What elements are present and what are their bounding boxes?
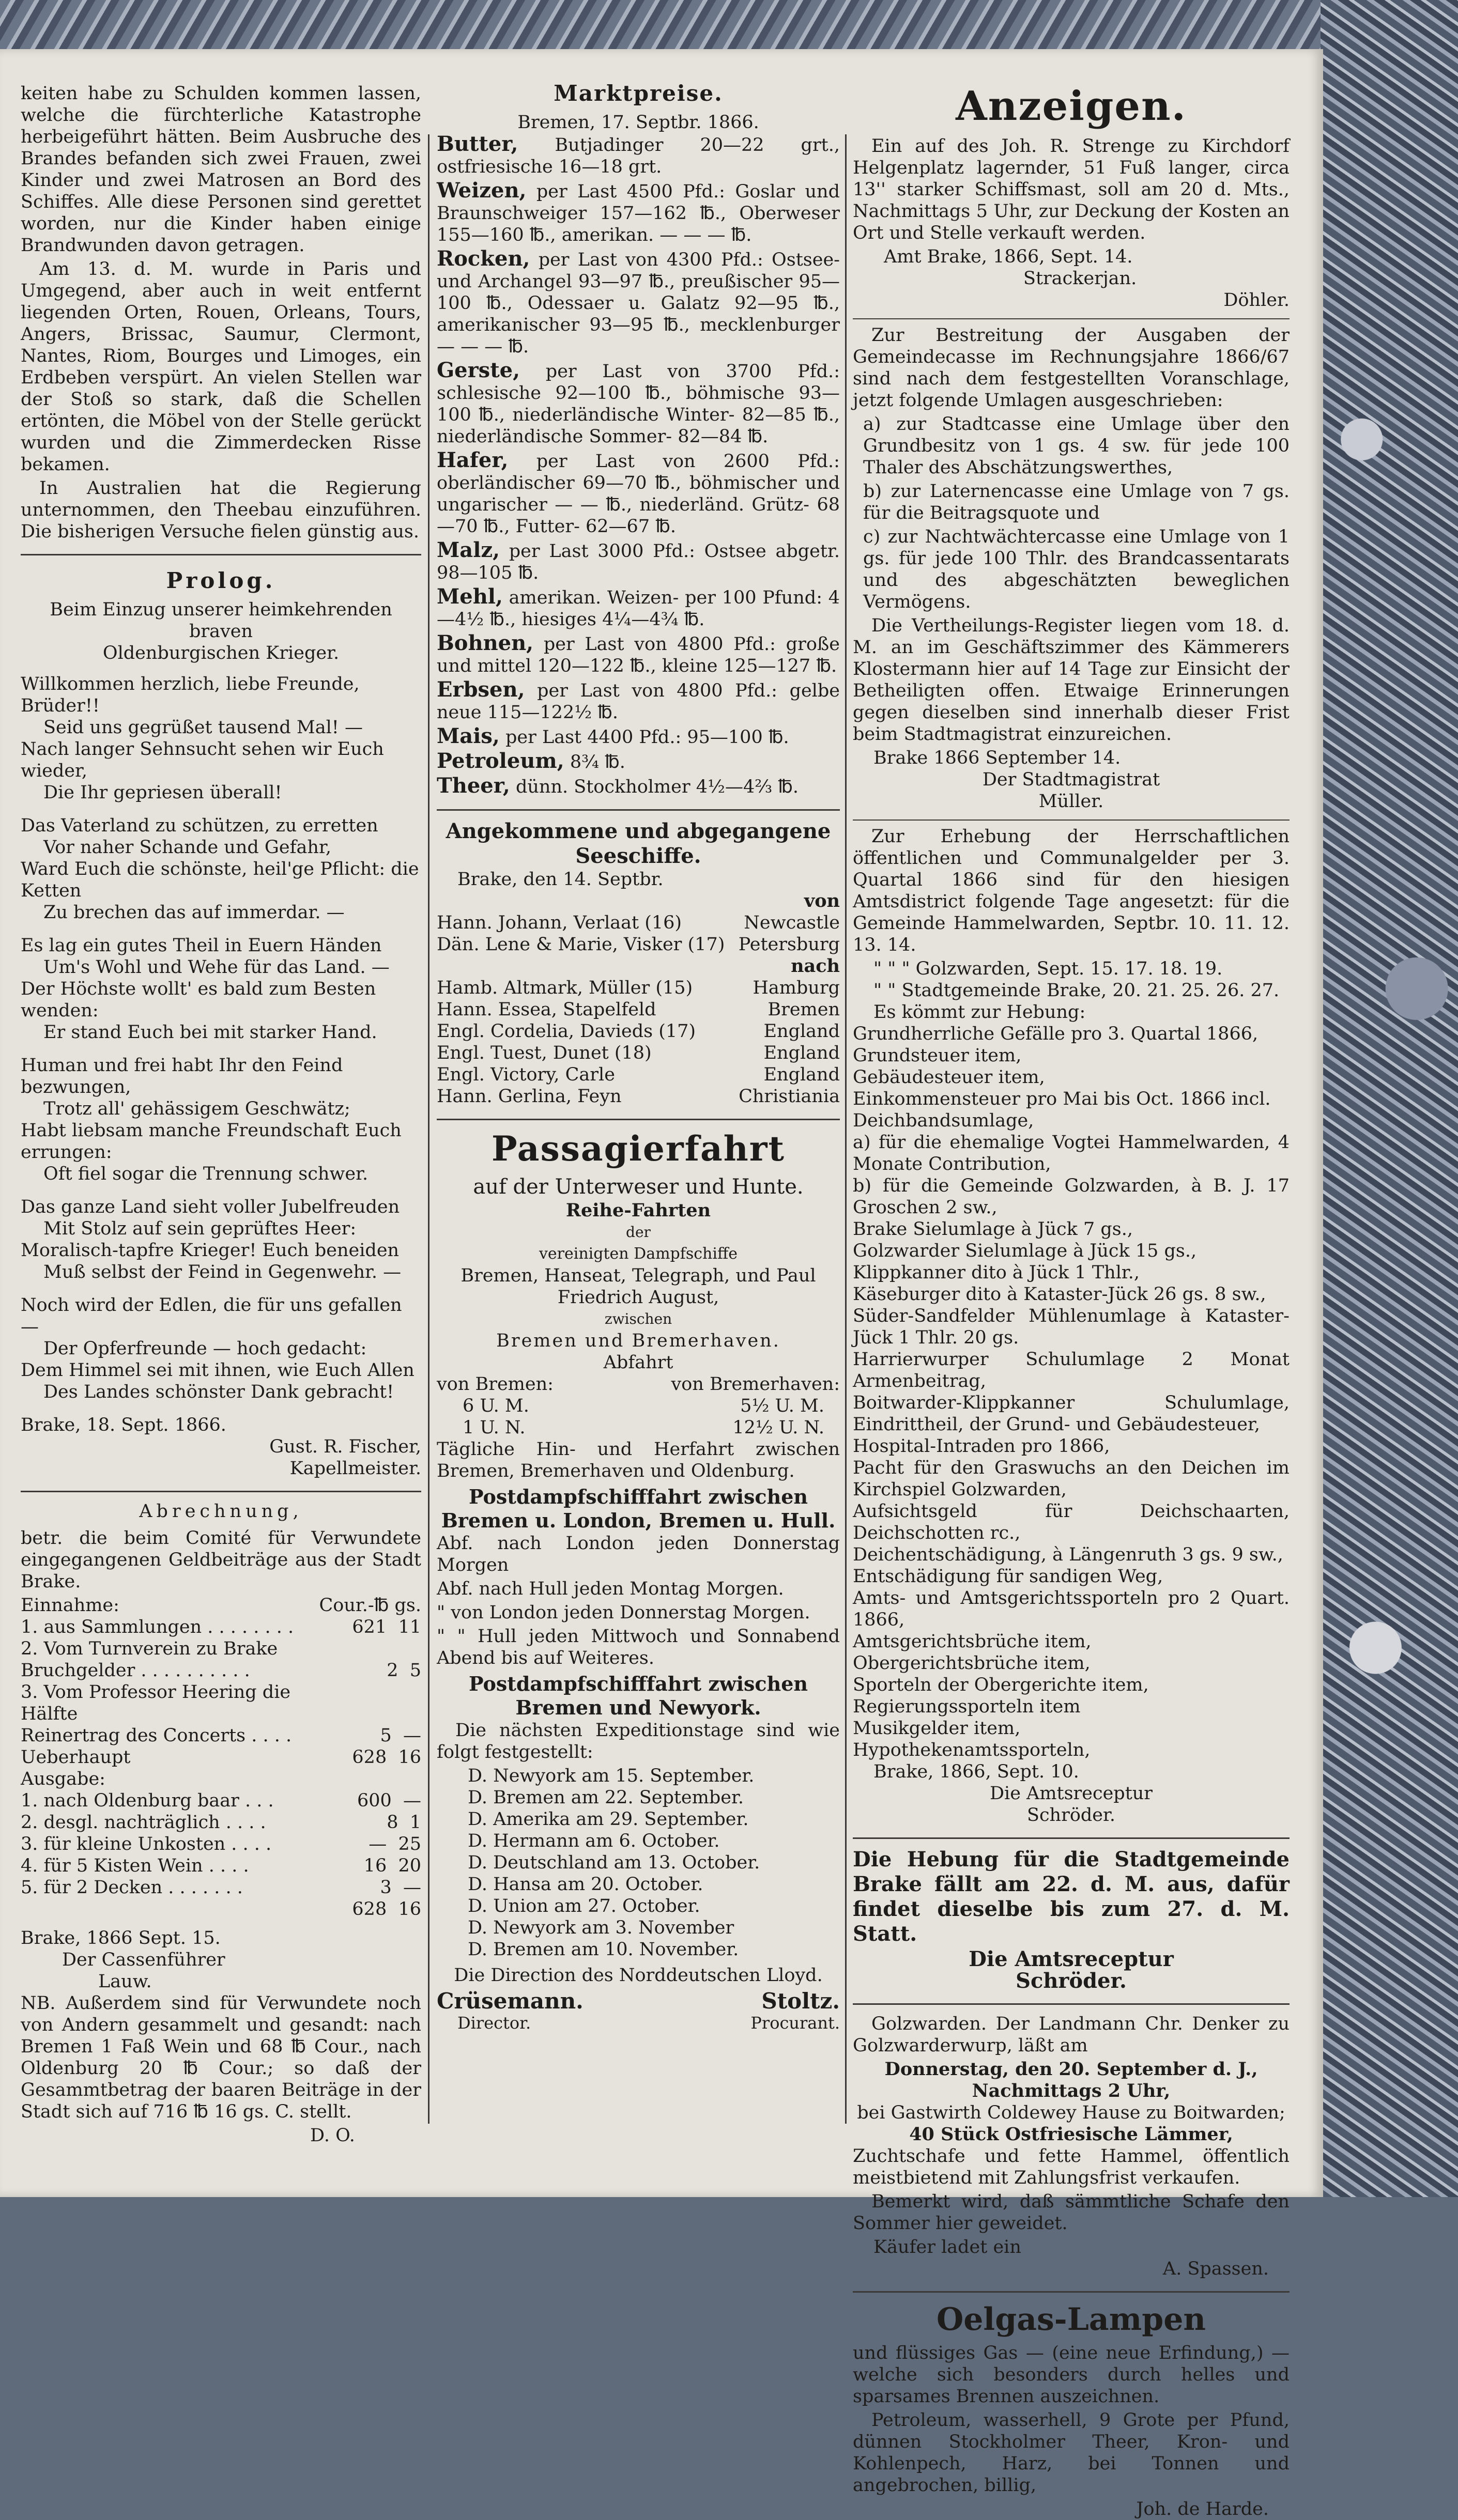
ship-row [437,977,840,999]
ad2-body: Die Vertheilungs-Register liegen vom 18. d. M. an im Geschäftszimmer des Kämmerers Klostermann hier auf 14 Tage zur Einsicht der Betheiligten offen. Etwaige Erinnerungen gegen dieselben sind innerhalb dieser Frist beim Stadtmagistrat einzureichen. [853,615,1290,745]
ships-from-label: von [804,890,840,911]
expense-row-value: 628 16 [352,1899,421,1920]
commodity-prices: per Last 3000 Pfd.: Ostsee abgetr. 98—105 ℔. [437,541,840,583]
pf-zwischen: zwischen [604,1310,672,1327]
market-price-items [437,133,840,798]
ad-divider [853,2291,1290,2293]
verse-line: Das Vaterland zu schützen, zu erretten [21,815,378,836]
commodity-name: Butter, [437,132,518,156]
abrechnung-income-header [21,1595,421,1616]
income-row [21,1681,421,1725]
ad3-item: Käseburger dito à Kataster-Jück 26 gs. 8 sw., [853,1284,1266,1305]
market-price-item [437,539,840,584]
news-paragraph-3: In Australien hat die Regierung unternommen, den Theebau einzuführen. Die bisherigen Versuche fielen günstig aus. [21,478,421,542]
verse-line: Mit Stolz auf sein geprüftes Heer: [43,1218,357,1239]
expense-row-value: 600 — [357,1790,421,1811]
abrechnung-date: Brake, 1866 Sept. 15. [21,1928,221,1949]
ship-row [437,1086,840,1107]
ad1-office: Amt Brake, 1866, Sept. 14. [884,246,1133,267]
ad3-item: Brake Sielumlage à Jück 7 gs., [853,1219,1133,1240]
postdampf-line: " " Hull jeden Mittwoch und Sonnabend Abend bis auf Weiteres. [437,1626,840,1668]
expense-row-label: 1. nach Oldenburg baar . . . [21,1790,274,1811]
commodity-name: Bohnen, [437,631,534,655]
commodity-prices: per Last von 2600 Pfd.: oberländischer 69—70 ℔., böhmischer und ungarischer — — ℔., niederländ. Grütz- 68—70 ℔., Futter- 62—67 ℔. [437,451,840,537]
verse-line: Habt liebsam manche Freundschaft Euch errungen: [21,1120,402,1163]
expense-row [21,1790,421,1812]
ad3-item: Harrierwurper Schulumlage 2 Monat Armenbeitrag, [853,1349,1290,1392]
expense-row-label: 2. desgl. nachträglich . . . . [21,1812,266,1833]
ad-divider [853,2003,1290,2005]
ad3-line-3: " " Stadtgemeinde Brake, 20. 21. 25. 26. 27. [873,980,1280,1001]
expense-row [21,1812,421,1833]
ad3-item: Regierungssporteln item [853,1696,1081,1717]
ad1-sig-1: Strackerjan. [1023,268,1137,289]
ship-name: Hann. Essea, Stapelfeld [437,999,656,1020]
ad5-lots: 40 Stück Ostfriesische Lämmer, [909,2124,1233,2145]
ad3-intro: Zur Erhebung der Herrschaftlichen öffentlichen und Communalgelder per 3. Quartal 1866 sind für den hiesigen Amtsdistrict folgende Tage angesetzt: für die Gemeinde Hammelwarden, Septbr. 10. 11. 12. 13. 14. [853,826,1290,955]
schedule-entry: D. Newyork am 3. November [468,1918,734,1938]
verse-line: Vor naher Schande und Gefahr, [43,837,331,858]
lloyd-signatures [437,1990,840,2012]
expense-row-value: 3 — [380,1877,421,1898]
prolog-author: Gust. R. Fischer, [269,1436,421,1457]
oelgas-sig: Joh. de Harde. [1136,2499,1269,2519]
ship-row [437,1021,840,1042]
postdampf-london-lines [437,1533,840,1669]
expense-row [21,1855,421,1877]
ship-place: Petersburg [738,934,840,955]
expense-row-value: 16 20 [363,1856,421,1876]
verse-line: Seid uns gegrüßet tausend Mal! — [43,717,363,738]
ad5-invite: Käufer ladet ein [873,2237,1021,2258]
ad-divider [853,1837,1290,1839]
ad3-item: Süder-Sandfelder Mühlenumlage à Kataster-Jück 1 Thlr. 20 gs. [853,1306,1290,1348]
ad-divider [853,820,1290,821]
prolog-stanza [21,673,421,803]
commodity-prices: amerikan. Weizen- per 100 Pfund: 4—4½ ℔., hiesiges 4¼—4¾ ℔. [437,588,840,630]
ship-place: Bremen [768,999,840,1020]
commodity-prices: per Last von 3700 Pfd.: schlesische 92—100 ℔., böhmische 93—100 ℔., niederländische Winter- 82—85 ℔., niederländische Sommer- 82—84 ℔. [437,361,840,447]
expense-row-label: 3. für kleine Unkosten . . . . [21,1834,272,1854]
income-row [21,1660,421,1681]
ad3-item: Boitwarder-Klippkanner Schulumlage, Eindrittheil, der Grund- und Gebäudesteuer, [853,1393,1290,1435]
ad3-item: Musikgelder item, [853,1718,1021,1739]
verse-line: Nach langer Sehnsucht sehen wir Euch wieder, [21,739,384,781]
verse-line: Willkommen herzlich, liebe Freunde, Brüder!! [21,674,360,716]
commodity-prices: per Last von 4300 Pfd.: Ostsee- und Archangel 93—97 ℔., preußischer 95—100 ℔., Odessaer u. Galatz 92—95 ℔., amerikanischer 93—95 ℔., mecklenburger — — — ℔. [437,250,840,357]
ad3-item: b) für die Gemeinde Golzwarden, à B. J. 17 Groschen 2 sw., [853,1176,1290,1218]
income-row [21,1725,421,1746]
market-price-item [437,133,840,178]
verse-line: Muß selbst der Feind in Gegenwehr. — [43,1262,402,1282]
ad3-item: Sporteln der Obergerichte item, [853,1675,1149,1695]
prolog-subtitle-2: Oldenburgischen Krieger. [102,643,340,663]
ship-row [437,934,840,955]
ad3-item: a) für die ehemalige Vogtei Hammelwarden, 4 Monate Contribution, [853,1132,1290,1174]
pf-abfahrt: Abfahrt [603,1352,673,1373]
passagierfahrt-title: Passagierfahrt [491,1128,786,1169]
verse-line: Oft fiel sogar die Trennung schwer. [43,1164,369,1184]
postdampf-line: Abf. nach Hull jeden Montag Morgen. [437,1579,784,1599]
abrechnung-signer-2: Lauw. [98,1971,152,1992]
reihe-fahrten: Reihe-Fahrten [565,1200,711,1221]
ship-name: Dän. Lene & Marie, Visker (17) [437,934,725,955]
ships-to-label: nach [791,955,840,977]
ad3-item: Hypothekenamtssporteln, [853,1740,1091,1760]
expense-row-value: — 25 [369,1834,421,1854]
pf-from-bremerhaven: von Bremerhaven: [671,1374,840,1395]
ad5-sig: A. Spassen. [1162,2259,1269,2279]
prolog-stanzas [21,673,421,1403]
market-price-item [437,775,840,798]
commodity-name: Mais, [437,724,500,748]
income-row-label: Ueberhaupt [21,1747,131,1768]
page-top-edge [0,0,1458,57]
role-director: Director. [457,2013,531,2033]
ad3-item: Einkommensteuer pro Mai bis Oct. 1866 incl. [853,1089,1271,1109]
ad5-desc: Zuchtschafe und fette Hammel, öffentlich meistbietend mit Zahlungsfrist verkaufen. [853,2146,1290,2188]
market-price-item [437,360,840,447]
abrechnung-signer-1: Der Cassenführer [62,1950,225,1970]
ship-name: Engl. Victory, Carle [437,1064,615,1085]
income-unit: Cour.-℔ gs. [319,1595,421,1616]
verse-line: Es lag ein gutes Theil in Euern Händen [21,935,382,956]
section-divider [437,809,840,811]
market-price-item [437,679,840,723]
ad3-date: Brake, 1866, Sept. 10. [873,1761,1079,1782]
time-bremerhaven: 5½ U. M. [740,1396,824,1416]
schedule-entry: D. Bremen am 10. November. [468,1939,739,1960]
commodity-name: Rocken, [437,246,530,271]
market-price-item [437,248,840,358]
column-rule-2 [845,134,847,2124]
market-price-item [437,632,840,677]
passagierfahrt-subtitle: auf der Unterweser und Hunte. [473,1175,804,1199]
market-prices-title: Marktpreise. [554,81,723,106]
commodity-name: Petroleum, [437,749,564,773]
postdampf-line: Abf. nach London jeden Donnerstag Morgen [437,1533,840,1575]
ad5-place: bei Gastwirth Coldewey Hause zu Boitwarden; [857,2102,1285,2123]
pf-timetable [437,1395,840,1439]
oelgas-body-2: Petroleum, wasserhell, 9 Grote per Pfund, dünnen Stockholmer Theer, Kron- und Kohlenpech, Harz, bei Tonnen und angebrochen, billig, [853,2410,1290,2496]
income-row-value [339,1681,421,1725]
ad3-item: Hospital-Intraden pro 1866, [853,1436,1110,1457]
signature-cruesemann: Crüsemann. [437,1988,584,2014]
verse-line: Moralisch-tapfre Krieger! Euch beneiden [21,1240,400,1261]
ship-name: Hamb. Altmark, Müller (15) [437,978,693,998]
news-paragraph-1: keiten habe zu Schulden kommen lassen, welche die fürchterliche Katastrophe herbeigeführt hätten. Beim Ausbruche des Brandes befanden sich zwei Frauen, zwei Kinder und zwei Matrosen an Bord des Schiffes. Alle diese Personen sind gerettet worden, nur die Kinder haben einige Brandwunden davon getragen. [21,83,421,256]
ad3-item: Pacht für den Graswuchs an den Deichen im Kirchspiel Golzwarden, [853,1458,1290,1500]
verse-line: Er stand Euch bei mit starker Hand. [43,1022,377,1043]
ad3-line-2: " " " Golzwarden, Sept. 15. 17. 18. 19. [873,958,1223,979]
commodity-prices: per Last von 4800 Pfd.: große und mittel 120—122 ℔., kleine 125—127 ℔. [437,634,840,676]
ships-title: Angekommene und abgegangene Seeschiffe. [446,819,831,868]
income-row-value: 2 5 [387,1660,421,1681]
lloyd-roles [437,2012,840,2034]
ship-row [437,1064,840,1086]
time-bremen: 6 U. M. [463,1396,529,1416]
verse-line: Trotz all' gehässigem Geschwätz; [43,1099,350,1119]
commodity-prices: per Last von 4800 Pfd.: gelbe neue 115—122½ ℔. [437,681,840,723]
income-row-value [339,1638,421,1660]
role-procurant: Procurant. [750,2013,840,2033]
timetable-row [437,1417,840,1439]
ad3-item: Grundsteuer item, [853,1045,1022,1066]
commodity-name: Malz, [437,538,500,562]
income-items [21,1616,421,1768]
ad4-sig-2: Schröder. [1016,1969,1127,1993]
ship-place: Newcastle [744,913,840,933]
verse-line: Der Opferfreunde — hoch gedacht: [43,1338,367,1359]
expense-label: Ausgabe: [21,1769,105,1789]
postdampf-newyork-intro: Die nächsten Expeditionstage sind wie folgt festgestellt: [437,1720,840,1763]
income-row-label: Bruchgelder . . . . . . . . . . [21,1660,250,1681]
abrechnung-intro: betr. die beim Comité für Verwundete eingegangenen Geldbeiträge aus der Stadt Brake. [21,1528,421,1592]
ad3-item: Golzwarder Sielumlage à Jück 15 gs., [853,1241,1197,1261]
ad5-note: Bemerkt wird, daß sämmtliche Schafe den Sommer hier geweidet. [853,2191,1290,2234]
expense-row-value: 8 1 [387,1812,421,1833]
ship-place: Christiania [739,1086,840,1107]
ad3-item: Klippkanner dito à Jück 1 Thlr., [853,1262,1140,1283]
column-rule-1 [428,134,429,2124]
ad2-sig-2: Müller. [1038,791,1104,812]
oelgas-body: und flüssiges Gas — (eine neue Erfindung,) — welche sich besonders durch helles und sparsames Brennen auszeichnen. [853,2343,1290,2407]
verse-line: Der Höchste wollt' es bald zum Besten wenden: [21,979,376,1021]
section-divider [21,554,421,555]
market-price-item [437,750,840,773]
anzeigen-title: Anzeigen. [956,83,1187,130]
ships-arrived-list [437,912,840,955]
prolog-stanza [21,815,421,923]
ship-name: Engl. Tuest, Dunet (18) [437,1043,652,1063]
verse-line: Um's Wohl und Wehe für das Land. — [43,957,390,978]
postdampf-london-title: Postdampfschifffahrt zwischen Bremen u. London, Bremen u. Hull. [441,1485,836,1532]
schedule-entry: D. Hermann am 6. October. [468,1831,720,1851]
ship-place: England [763,1064,840,1085]
income-row [21,1638,421,1660]
schedule-entry: D. Deutschland am 13. October. [468,1852,760,1873]
income-row-value: 628 16 [352,1747,421,1768]
ship-row [437,912,840,934]
prolog-stanza [21,1294,421,1403]
ship-row [437,1042,840,1064]
ad-divider [853,318,1290,319]
expense-items [21,1790,421,1920]
pf-daily: Tägliche Hin- und Herfahrt zwischen Bremen, Bremerhaven und Oldenburg. [437,1439,840,1481]
book-binding [1321,0,1458,2197]
expense-row-label: 4. für 5 Kisten Wein . . . . [21,1856,249,1876]
timetable-row [437,1395,840,1417]
market-price-item [437,725,840,748]
ad2-item: a) zur Stadtcasse eine Umlage über den Grundbesitz von 1 gs. 4 sw. für jede 100 Thaler des Abschätzungswerthes, [863,414,1290,478]
pf-der: der [626,1224,651,1241]
commodity-name: Hafer, [437,448,509,472]
oelgas-title: Oelgas-Lampen [936,2301,1206,2338]
market-price-item [437,586,840,630]
income-row-label: Reinertrag des Concerts . . . . [21,1725,292,1746]
schedule-entry: D. Amerika am 29. September. [468,1809,749,1830]
ad3-item: Obergerichtsbrüche item, [853,1653,1091,1674]
schedule-entry: D. Newyork am 15. September. [468,1766,755,1786]
ad3-item: Aufsichtsgeld für Deichschaarten, Deichschotten rc., [853,1501,1290,1543]
ad5-date: Donnerstag, den 20. September d. J., [884,2059,1258,2080]
ad2-intro: Zur Bestreitung der Ausgaben der Gemeindecasse im Rechnungsjahre 1866/67 sind nach dem festgestellten Voranschlage, jetzt folgende Umlagen ausgeschrieben: [853,325,1290,411]
verse-line: Des Landes schönster Dank gebracht! [43,1382,394,1402]
ship-place: England [763,1021,840,1042]
commodity-prices: dünn. Stockholmer 4½—4⅔ ℔. [515,777,799,797]
time-bremerhaven: 12½ U. N. [732,1417,824,1438]
expense-row-label: 5. für 2 Decken . . . . . . . [21,1877,243,1898]
verse-line: Zu brechen das auf immerdar. — [43,902,345,923]
commodity-prices: per Last 4500 Pfd.: Goslar und Braunschweiger 157—162 ℔., Oberweser 155—160 ℔., amerikan. — — — ℔. [437,181,840,245]
verse-line: Ward Euch die schönste, heil'ge Pflicht: die Ketten [21,859,419,901]
pf-from-bremen: von Bremen: [437,1374,554,1395]
prolog-stanza [21,1055,421,1185]
income-label: Einnahme: [21,1595,119,1616]
ad2-items [853,413,1290,613]
ad1-sig-2: Döhler. [1223,290,1290,311]
prolog-stanza [21,1196,421,1283]
lloyd-direction: Die Direction des Norddeutschen Lloyd. [454,1965,823,1986]
ad2-date: Brake 1866 September 14. [873,748,1121,768]
abrechnung-title: Abrechnung, [139,1501,303,1522]
commodity-prices: Butjadinger 20—22 grt., ostfriesische 16—18 grt. [437,135,840,177]
income-row [21,1746,421,1768]
schedule-entry: D. Union am 27. October. [468,1896,700,1916]
expense-row [21,1898,421,1920]
pf-ships: Bremen, Hanseat, Telegraph, und Paul Friedrich August, [461,1265,816,1308]
market-price-item [437,180,840,246]
expense-row [21,1877,421,1898]
ad3-item: Grundherrliche Gefälle pro 3. Quartal 1866, [853,1024,1259,1044]
pf-route: Bremen und Bremerhaven. [496,1331,780,1351]
ad3-item: Gebäudesteuer item, [853,1067,1045,1088]
commodity-name: Erbsen, [437,677,525,702]
commodity-name: Theer, [437,774,510,798]
column-3 [853,83,1290,2519]
ships-date: Brake, den 14. Septbr. [457,869,664,890]
verse-line: Noch wird der Edlen, die für uns gefallen — [21,1295,402,1337]
schedule-entry: D. Bremen am 22. September. [468,1787,744,1808]
income-row-label: 1. aus Sammlungen . . . . . . . . [21,1617,294,1637]
signature-stoltz: Stoltz. [761,1988,840,2014]
ship-name: Engl. Cordelia, Davieds (17) [437,1021,696,1042]
ad5-time: Nachmittags 2 Uhr, [972,2080,1171,2101]
prolog-title: Prolog. [166,568,276,593]
market-prices-date: Bremen, 17. Septbr. 1866. [517,112,759,133]
prolog-subtitle-1: Beim Einzug unserer heimkehrenden braven [50,599,392,642]
prolog-stanza [21,935,421,1043]
ad3-item: Deichentschädigung, à Längenruth 3 gs. 9 sw., [853,1544,1283,1565]
newyork-schedule [437,1765,840,1960]
ship-place: Hamburg [753,978,840,998]
pf-from-header [437,1373,840,1395]
column-1 [21,83,421,2146]
schedule-entry: D. Hansa am 20. October. [468,1874,703,1895]
ship-name: Hann. Gerlina, Feyn [437,1086,622,1107]
column-2 [437,83,840,2119]
ad5-intro: Golzwarden. Der Landmann Chr. Denker zu Golzwarderwurp, läßt am [853,2014,1290,2056]
income-row [21,1616,421,1638]
time-bremen: 1 U. N. [463,1417,526,1438]
verse-line: Das ganze Land sieht voller Jubelfreuden [21,1197,400,1217]
expense-row [21,1833,421,1855]
ad3-item: Entschädigung für sandigen Weg, [853,1566,1163,1587]
ad3-sig-2: Schröder. [1026,1805,1116,1826]
ad3-sig-1: Die Amtsreceptur [989,1783,1153,1804]
commodity-name: Mehl, [437,584,503,609]
verse-line: Die Ihr gepriesen überall! [43,782,282,803]
ad-schiffsmast: Ein auf des Joh. R. Strenge zu Kirchdorf Helgenplatz lagernder, 51 Fuß langer, circa 13'' starker Schiffsmast, soll am 20 d. Mts., Nachmittags 5 Uhr, zur Deckung der Kosten an Ort und Stelle verkauft werden. [853,136,1290,243]
abrechnung-initials: D. O. [310,2125,355,2146]
ad2-item: c) zur Nachtwächtercasse eine Umlage von 1 gs. für jede 100 Thlr. des Brandcassentarats und des abgeschätzten beweglichen Vermögens. [863,527,1290,612]
ship-row [437,999,840,1021]
verse-line: Dem Himmel sei mit ihnen, wie Euch Allen [21,1360,415,1381]
commodity-name: Weizen, [437,178,527,203]
section-divider [21,1491,421,1492]
ad3-items [853,1023,1290,1761]
pf-vereinigten: vereinigten Dampfschiffe [539,1245,738,1263]
ad2-item: b) zur Laternencasse eine Umlage von 7 gs. für die Beitragsquote und [863,481,1290,523]
ad3-item: Amtsgerichtsbrüche item, [853,1631,1092,1652]
postdampf-newyork-title: Postdampfschifffahrt zwischen Bremen und Newyork. [468,1672,808,1719]
section-divider [437,1119,840,1120]
prolog-date: Brake, 18. Sept. 1866. [21,1415,226,1435]
commodity-name: Gerste, [437,358,520,382]
ships-departed-list [437,977,840,1107]
ship-name: Hann. Johann, Verlaat (16) [437,913,682,933]
ad3-item: Deichbandsumlage, [853,1110,1034,1131]
prolog-author-role: Kapellmeister. [289,1458,421,1479]
news-paragraph-2: Am 13. d. M. wurde in Paris und Umgegend, aber auch in weit entfernt liegenden Orten, Rouen, Orleans, Tours, Angers, Brissac, Saumur, Clermont, Nantes, Riom, Bourges und Limoges, ein Erdbeben verspürt. An vielen Stellen war der Stoß so stark, daß die Schellen ertönten, die Möbel von der Stelle gerückt wurden und die Zimmerdecken Risse bekamen. [21,259,421,475]
ship-place: England [763,1043,840,1063]
income-row-value: 621 11 [352,1617,421,1637]
income-row-label: 2. Vom Turnverein zu Brake [21,1638,278,1659]
income-row-value: 5 — [380,1725,421,1746]
ad3-komm: Es kömmt zur Hebung: [873,1002,1086,1023]
ad2-sig-1: Der Stadtmagistrat [982,769,1160,790]
commodity-prices: 8¾ ℔. [570,752,625,772]
verse-line: Human und frei habt Ihr den Feind bezwungen, [21,1055,343,1097]
market-price-item [437,450,840,537]
abrechnung-nb: NB. Außerdem sind für Verwundete noch von Andern gesammelt und gesandt: nach Bremen 1 Faß Wein und 68 ℔ Cour., nach Oldenburg 20 ℔ Cour.; so daß der Gesammtbetrag der baaren Beiträge in der Stadt sich auf 716 ℔ 16 gs. C. stellt. [21,1993,421,2122]
expense-row-label [21,1898,339,1920]
postdampf-line: " von London jeden Donnerstag Morgen. [437,1602,810,1623]
commodity-prices: per Last 4400 Pfd.: 95—100 ℔. [505,727,789,748]
ad4-sig-1: Die Amtsreceptur [969,1947,1174,1971]
income-row-label: 3. Vom Professor Heering die Hälfte [21,1682,291,1724]
ad3-item: Amts- und Amtsgerichtssporteln pro 2 Quart. 1866, [853,1588,1290,1630]
ad4-hebung: Die Hebung für die Stadtgemeinde Brake fällt am 22. d. M. aus, dafür findet dieselbe bis zum 27. d. M. Statt. [853,1847,1290,1946]
